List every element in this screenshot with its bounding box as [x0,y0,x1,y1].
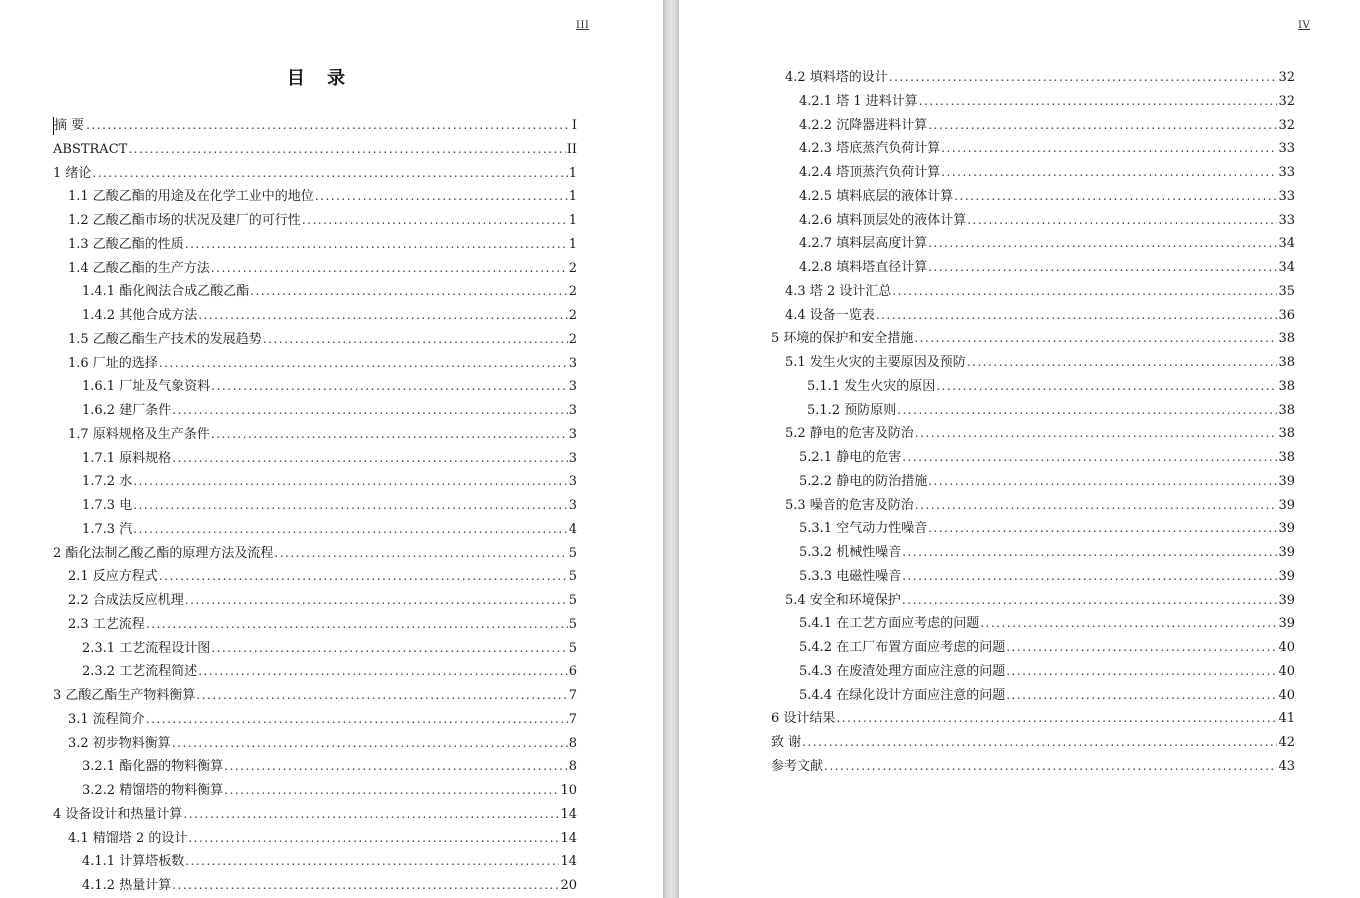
toc-entry-label: 5.1.1 发生火灾的原因 [807,378,936,394]
toc-entry-page-number: 39 [1278,568,1295,584]
toc-dot-leader [263,330,568,348]
toc-dot-leader [914,329,1277,347]
toc-dot-leader [315,187,568,205]
toc-entry-label: 2.2 合成法反应机理 [68,593,184,608]
toc-dot-leader [159,567,568,585]
toc-entry-label: 5.4.2 在工厂布置方面应考虑的问题 [799,640,1006,655]
toc-entry-label: 3.2.2 精馏塔的物料衡算 [82,783,224,798]
toc-title: 目 录 [286,68,354,89]
toc-dot-leader [274,544,567,562]
toc-entry-page-number: 38 [1278,402,1295,418]
toc-entry-label: 5.3.3 电磁性噪音 [799,568,902,584]
toc-entry-label: 5.2.1 静电的危害 [799,450,902,465]
toc-entry-page-number: 1 [568,236,577,252]
toc-entry-page-number: 8 [568,735,577,751]
toc-entry-label: 2.3.1 工艺流程设计图 [82,640,211,656]
page-number: IV [1298,20,1311,31]
toc-entry-label: 3.1 流程简介 [68,711,145,727]
toc-entry[interactable] [785,282,1295,300]
toc-dot-leader [146,710,568,728]
toc-entry[interactable] [68,734,577,752]
toc-entry-label: 5.4.4 在绿化设计方面应注意的问题 [799,687,1006,703]
toc-entry-page-number: 32 [1278,70,1295,85]
toc-entry[interactable] [68,259,577,277]
toc-entry-page-number: 33 [1278,188,1295,204]
toc-entry[interactable] [68,354,577,372]
toc-entry-label: 5.2 静电的危害及防治 [785,426,914,442]
toc-entry-page-number: 1 [568,189,577,205]
toc-dot-leader [941,139,1277,157]
toc-entry-label: 4.2.4 塔顶蒸汽负荷计算 [799,165,941,180]
toc-dot-leader [172,876,559,894]
toc-entry[interactable] [82,401,577,419]
toc-entry-label: 1.7.3 汽 [82,521,133,537]
toc-entry[interactable] [771,757,1295,775]
toc-entry[interactable] [799,519,1295,537]
toc-entry[interactable] [771,709,1295,727]
toc-dot-leader [915,496,1278,514]
toc-entry-label: 3 乙酸乙酯生产物料衡算 [53,688,196,703]
toc-dot-leader [211,259,568,277]
toc-entry-label: 5 环境的保护和安全措施 [771,331,914,347]
toc-entry-label: 4.2.6 填料顶层处的液体计算 [799,212,967,228]
toc-dot-leader [250,282,568,300]
toc-dot-leader [172,734,568,752]
toc-dot-leader [936,377,1277,395]
toc-entry-label: 1.6.2 建厂条件 [82,403,172,418]
toc-entry-label: 2.3.2 工艺流程简述 [82,664,198,680]
toc-entry-page-number: 40 [1278,640,1295,655]
toc-entry[interactable] [799,686,1295,704]
toc-entry[interactable] [785,306,1295,324]
toc-entry[interactable] [68,591,577,609]
toc-entry-label: 5.2.2 静电的防治措施 [799,473,928,489]
toc-entry-page-number: 5 [568,545,577,561]
toc-entry-page-number: 39 [1278,592,1295,608]
toc-dot-leader [967,353,1278,371]
toc-entry[interactable] [68,330,577,348]
toc-entry[interactable] [68,710,577,728]
toc-entry-label: 4.2.8 填料塔直径计算 [799,260,928,275]
toc-page-left [0,0,663,898]
toc-dot-leader [172,449,568,467]
toc-entry-label: 4.1.1 计算塔板数 [82,854,185,870]
toc-dot-leader [928,116,1277,134]
toc-entry-label: 5.4.3 在废渣处理方面应注意的问题 [799,663,1006,679]
toc-entry-page-number: II [566,141,577,157]
toc-page-right [679,0,1360,898]
toc-entry-page-number: 34 [1278,236,1295,252]
toc-entry-page-number: 5 [568,593,577,608]
toc-entry-page-number: 41 [1278,711,1295,727]
toc-entry-page-number: 2 [568,260,577,276]
toc-entry-page-number: 14 [560,854,577,870]
toc-entry-label: 2.1 反应方程式 [68,569,158,585]
toc-dot-leader [198,306,568,324]
toc-entry[interactable] [68,615,577,633]
toc-entry-page-number: I [571,118,577,133]
toc-entry-page-number: 10 [560,783,577,798]
toc-entry[interactable] [82,662,577,680]
toc-entry-label: 1.2 乙酸乙酯市场的状况及建厂的可行性 [68,213,301,228]
toc-entry-page-number: 20 [560,878,577,893]
toc-entry-page-number: 3 [568,450,577,466]
toc-dot-leader [133,496,568,514]
toc-entry-page-number: 14 [560,830,577,846]
toc-entry[interactable] [771,733,1295,751]
toc-entry[interactable] [53,116,577,134]
toc-entry[interactable] [82,639,577,657]
toc-entry[interactable] [82,781,577,799]
toc-entry-label: 5.1 发生火灾的主要原因及预防 [785,355,966,370]
toc-entry-page-number: 40 [1278,663,1295,679]
toc-entry-page-number: 39 [1278,473,1295,489]
toc-entry[interactable] [799,543,1295,561]
toc-entry-page-number: 5 [568,616,577,632]
toc-entry-label: 4.2.2 沉降器进料计算 [799,117,928,133]
toc-entry-page-number: 3 [568,474,577,490]
toc-entry[interactable] [53,544,577,562]
toc-entry-label: 3.2.1 酯化器的物料衡算 [82,759,224,775]
toc-entry[interactable] [799,567,1295,585]
toc-dot-leader [302,211,568,229]
toc-entry-label: 5.4.1 在工艺方面应考虑的问题 [799,616,980,632]
toc-entry-page-number: 39 [1278,616,1295,632]
toc-entry-label: 1.7.2 水 [82,474,133,490]
toc-dot-leader [211,639,568,657]
toc-entry[interactable] [799,472,1295,490]
toc-entry-page-number: 7 [568,711,577,727]
toc-entry-page-number: 14 [560,806,577,822]
toc-entry-page-number: 1 [568,165,577,181]
toc-dot-leader [902,543,1277,561]
toc-entry-page-number: 38 [1278,378,1295,394]
toc-entry-page-number: 1 [568,213,577,228]
toc-entry-page-number: 3 [568,498,577,513]
toc-entry-label: 4.1 精馏塔 2 的设计 [68,830,188,846]
toc-dot-leader [224,781,559,799]
toc-entry[interactable] [799,163,1295,181]
toc-dot-leader [928,234,1277,252]
toc-entry[interactable] [785,496,1295,514]
toc-entry[interactable] [68,211,577,229]
toc-dot-leader [928,258,1277,276]
toc-dot-leader [889,68,1278,86]
toc-entry[interactable] [82,757,577,775]
toc-dot-leader [892,282,1277,300]
toc-entry-label: 1.4.1 酯化阀法合成乙酸乙酯 [82,284,250,300]
toc-entry[interactable] [799,187,1295,205]
toc-entry[interactable] [799,614,1295,632]
toc-entry-page-number: 3 [568,403,577,418]
toc-dot-leader [128,140,565,158]
toc-dot-leader [967,211,1277,229]
toc-entry-page-number: 7 [568,688,577,703]
toc-dot-leader [86,116,571,134]
toc-entry[interactable] [799,92,1295,110]
toc-entry-label: 5.3.2 机械性噪音 [799,545,902,560]
toc-entry[interactable] [82,496,577,514]
toc-entry[interactable] [807,401,1295,419]
toc-dot-leader [172,401,568,419]
toc-entry-label: 1.6.1 厂址及气象资料 [82,379,211,395]
toc-dot-leader [224,757,568,775]
toc-entry-page-number: 39 [1278,521,1295,537]
toc-entry-label: 2 酯化法制乙酸乙酯的原理方法及流程 [53,545,274,561]
toc-entry[interactable] [799,638,1295,656]
toc-entry-label: 5.3.1 空气动力性噪音 [799,521,928,537]
toc-dot-leader [954,187,1277,205]
toc-entry[interactable] [771,329,1295,347]
page-gutter [663,0,679,898]
toc-dot-leader [185,852,559,870]
toc-entry-page-number: 5 [568,640,577,656]
toc-entry-label: 5.3 噪音的危害及防治 [785,497,914,513]
toc-entry-label: 4.4 设备一览表 [785,307,875,323]
toc-entry-page-number: 39 [1278,497,1295,513]
toc-entry[interactable] [82,449,577,467]
toc-entry[interactable] [82,377,577,395]
toc-entry-page-number: 32 [1278,117,1295,133]
toc-dot-leader [928,472,1277,490]
toc-dot-leader [185,591,568,609]
toc-entry-page-number: 38 [1278,450,1295,465]
toc-entry[interactable] [53,140,577,158]
toc-entry-page-number: 38 [1278,426,1295,442]
toc-entry[interactable] [799,139,1295,157]
toc-dot-leader [902,567,1277,585]
toc-entry-label: 4.2 填料塔的设计 [785,70,888,85]
toc-dot-leader [198,662,568,680]
toc-entry-page-number: 6 [568,664,577,680]
toc-entry-label: 1.7.3 电 [82,498,133,513]
toc-entry[interactable] [82,306,577,324]
toc-dot-leader [1006,662,1277,680]
toc-entry-label: 4.3 塔 2 设计汇总 [785,283,892,299]
toc-entry[interactable] [799,448,1295,466]
toc-entry[interactable] [82,520,577,538]
toc-entry-page-number: 5 [568,569,577,585]
toc-dot-leader [915,424,1278,442]
toc-entry-label: 1.7 原料规格及生产条件 [68,426,210,442]
toc-entry-label: 2.3 工艺流程 [68,616,145,632]
toc-dot-leader [183,805,559,823]
toc-entry-page-number: 40 [1278,687,1295,703]
toc-entry-page-number: 2 [568,331,577,347]
page-number: III [576,20,590,31]
toc-dot-leader [919,92,1278,110]
toc-entry-label: 4.2.5 填料底层的液体计算 [799,188,954,204]
toc-entry[interactable] [82,852,577,870]
toc-entry[interactable] [785,68,1295,86]
toc-entry-label: 4.2.1 塔 1 进料计算 [799,93,918,109]
toc-entry-label: 致 谢 [771,735,802,750]
toc-entry[interactable] [68,567,577,585]
toc-entry-page-number: 36 [1278,307,1295,323]
toc-dot-leader [980,614,1277,632]
toc-entry-label: 4.2.7 填料层高度计算 [799,236,928,252]
toc-entry-page-number: 35 [1278,283,1295,299]
toc-dot-leader [185,235,568,253]
toc-entry-page-number: 2 [568,308,577,323]
toc-entry-label: 1.1 乙酸乙酯的用途及在化学工业中的地位 [68,189,314,205]
toc-dot-leader [928,519,1277,537]
toc-dot-leader [902,448,1277,466]
toc-entry-page-number: 43 [1278,758,1295,774]
toc-entry[interactable] [68,187,577,205]
toc-entry-label: 4 设备设计和热量计算 [53,806,183,822]
toc-entry-label: 1.7.1 原料规格 [82,450,172,466]
toc-entry[interactable] [799,116,1295,134]
toc-dot-leader [92,164,567,182]
toc-dot-leader [211,425,568,443]
toc-entry-label: 1.6 厂址的选择 [68,355,158,371]
toc-dot-leader [133,472,568,490]
toc-entry-label: 摘 要 [54,118,85,133]
toc-dot-leader [146,615,568,633]
toc-entry-page-number: 3 [568,379,577,395]
toc-entry[interactable] [53,805,577,823]
toc-entry-page-number: 32 [1278,93,1295,109]
toc-dot-leader [188,829,559,847]
toc-dot-leader [196,686,567,704]
toc-entry-label: 参考文献 [771,758,824,774]
toc-entry[interactable] [799,258,1295,276]
toc-entry-label: ABSTRACT [53,141,128,157]
toc-entry-page-number: 3 [568,426,577,442]
toc-dot-leader [876,306,1278,324]
toc-entry[interactable] [807,377,1295,395]
toc-entry-page-number: 34 [1278,260,1295,275]
toc-entry[interactable] [799,234,1295,252]
toc-entry-label: 1.5 乙酸乙酯生产技术的发展趋势 [68,331,262,347]
toc-dot-leader [836,709,1277,727]
toc-entry[interactable] [68,235,577,253]
toc-entry-page-number: 33 [1278,212,1295,228]
toc-dot-leader [897,401,1277,419]
toc-entry[interactable] [68,425,577,443]
toc-entry[interactable] [53,686,577,704]
toc-entry[interactable] [53,164,577,182]
toc-dot-leader [1006,638,1277,656]
toc-entry[interactable] [785,424,1295,442]
toc-entry-label: 4.2.3 塔底蒸汽负荷计算 [799,141,941,157]
toc-entry[interactable] [799,211,1295,229]
toc-entry-label: 4.1.2 热量计算 [82,878,172,893]
toc-entry[interactable] [799,662,1295,680]
toc-entry-label: 5.1.2 预防原则 [807,402,897,418]
toc-entry-page-number: 4 [568,521,577,537]
toc-entry-label: 1 绪论 [53,165,92,181]
toc-dot-leader [902,591,1278,609]
toc-entry-page-number: 39 [1278,545,1295,560]
toc-entry[interactable] [785,353,1295,371]
toc-entry-label: 1.3 乙酸乙酯的性质 [68,236,184,252]
toc-entry-label: 1.4.2 其他合成方法 [82,308,198,323]
toc-dot-leader [159,354,568,372]
toc-entry-page-number: 42 [1278,735,1295,750]
toc-entry-page-number: 38 [1278,355,1295,370]
toc-entry-label: 6 设计结果 [771,711,836,727]
toc-dot-leader [133,520,568,538]
toc-entry-page-number: 38 [1278,331,1295,347]
toc-entry-page-number: 33 [1278,141,1295,157]
toc-dot-leader [802,733,1277,751]
toc-entry[interactable] [68,829,577,847]
toc-dot-leader [824,757,1277,775]
toc-entry[interactable] [785,591,1295,609]
toc-entry-page-number: 3 [568,355,577,371]
toc-entry-label: 5.4 安全和环境保护 [785,592,901,608]
toc-dot-leader [941,163,1277,181]
toc-entry-label: 3.2 初步物料衡算 [68,735,171,751]
toc-entry-page-number: 8 [568,759,577,775]
toc-entry[interactable] [82,472,577,490]
toc-entry[interactable] [82,282,577,300]
toc-entry-label: 1.4 乙酸乙酯的生产方法 [68,260,210,276]
toc-dot-leader [1006,686,1277,704]
toc-entry-page-number: 2 [568,284,577,300]
toc-entry-page-number: 33 [1278,165,1295,180]
toc-dot-leader [211,377,568,395]
toc-entry[interactable] [82,876,577,894]
